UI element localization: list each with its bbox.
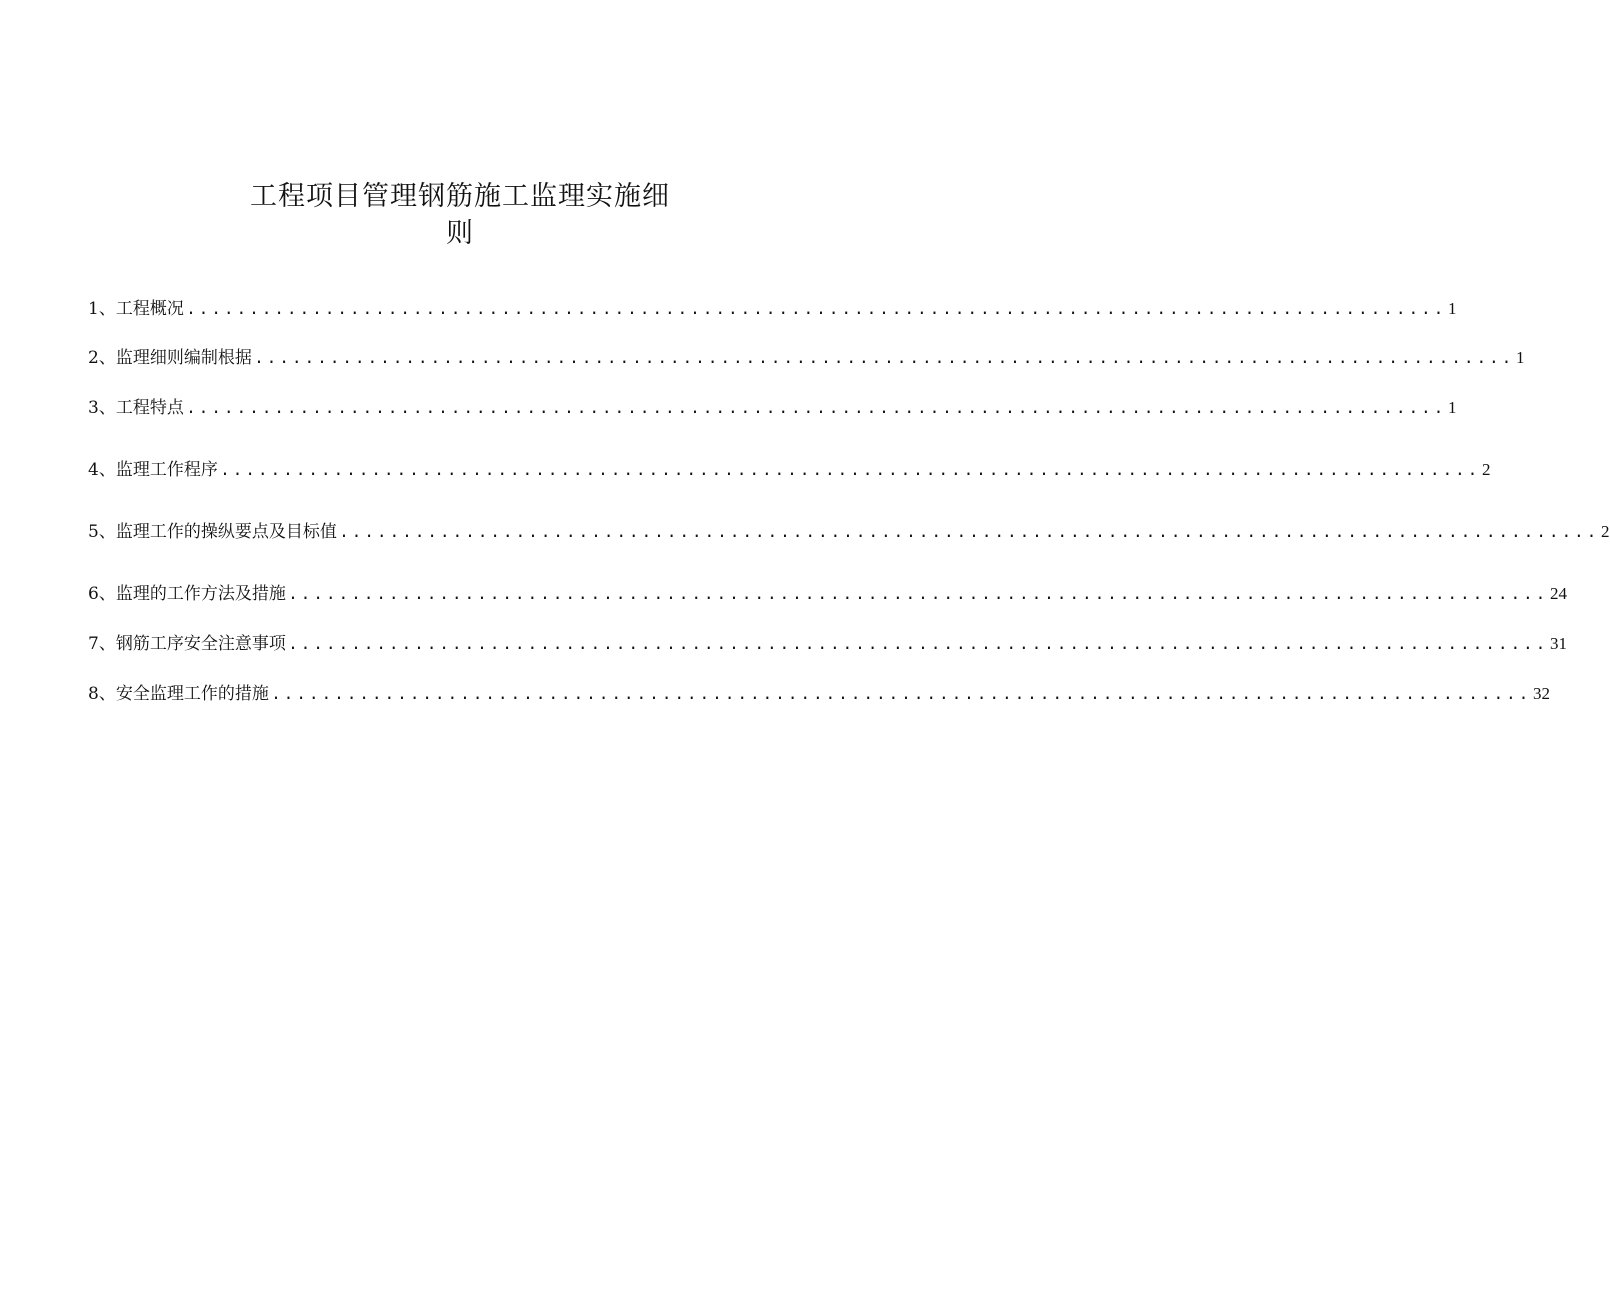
toc-dot-leader: .................................................................................................... (253, 350, 1514, 369)
toc-label: 2、监理细则编制根据 (88, 348, 252, 368)
toc-page-number: 2 (1482, 460, 1491, 479)
title-line-1: 工程项目管理钢筋施工监理实施细 (250, 181, 670, 212)
toc-entry-3[interactable] (88, 397, 1457, 421)
toc-label: 1、工程概况 (88, 299, 184, 319)
toc-label: 5、监理工作的操纵要点及目标值 (88, 522, 337, 542)
toc-label: 3、工程特点 (88, 398, 184, 418)
toc-entry-5[interactable] (88, 521, 1610, 545)
toc-dot-leader: .................................................................................................... (338, 524, 1599, 543)
toc-label: 8、安全监理工作的措施 (88, 684, 269, 704)
toc-label: 4、监理工作程序 (88, 460, 218, 480)
toc-dot-leader: .................................................................................................... (185, 400, 1446, 419)
toc-page-number: 24 (1550, 584, 1567, 603)
toc-label: 7、钢筋工序安全注意事项 (88, 634, 286, 654)
title-line-2: 则 (446, 218, 474, 249)
toc-entry-6[interactable] (88, 583, 1567, 607)
toc-entry-2[interactable] (88, 347, 1525, 371)
toc-page-number: 1 (1516, 348, 1525, 367)
toc-page-number: 31 (1550, 634, 1567, 653)
toc-dot-leader: .................................................................................................... (185, 301, 1446, 320)
toc-dot-leader: .................................................................................................... (287, 636, 1548, 655)
toc-dot-leader: .................................................................................................... (270, 686, 1531, 705)
toc-dot-leader: .................................................................................................... (219, 462, 1480, 481)
toc-page-number: 32 (1533, 684, 1550, 703)
toc-entry-4[interactable] (88, 459, 1491, 483)
toc-entry-7[interactable] (88, 633, 1567, 657)
toc-label: 6、监理的工作方法及措施 (88, 584, 286, 604)
toc-page-number: 2 (1601, 522, 1610, 541)
toc-page-number: 1 (1448, 398, 1457, 417)
document-title (230, 178, 690, 252)
toc-page-number: 1 (1448, 299, 1457, 318)
toc-entry-8[interactable] (88, 683, 1550, 707)
toc-dot-leader: .................................................................................................... (287, 586, 1548, 605)
toc-entry-1[interactable] (88, 298, 1457, 322)
